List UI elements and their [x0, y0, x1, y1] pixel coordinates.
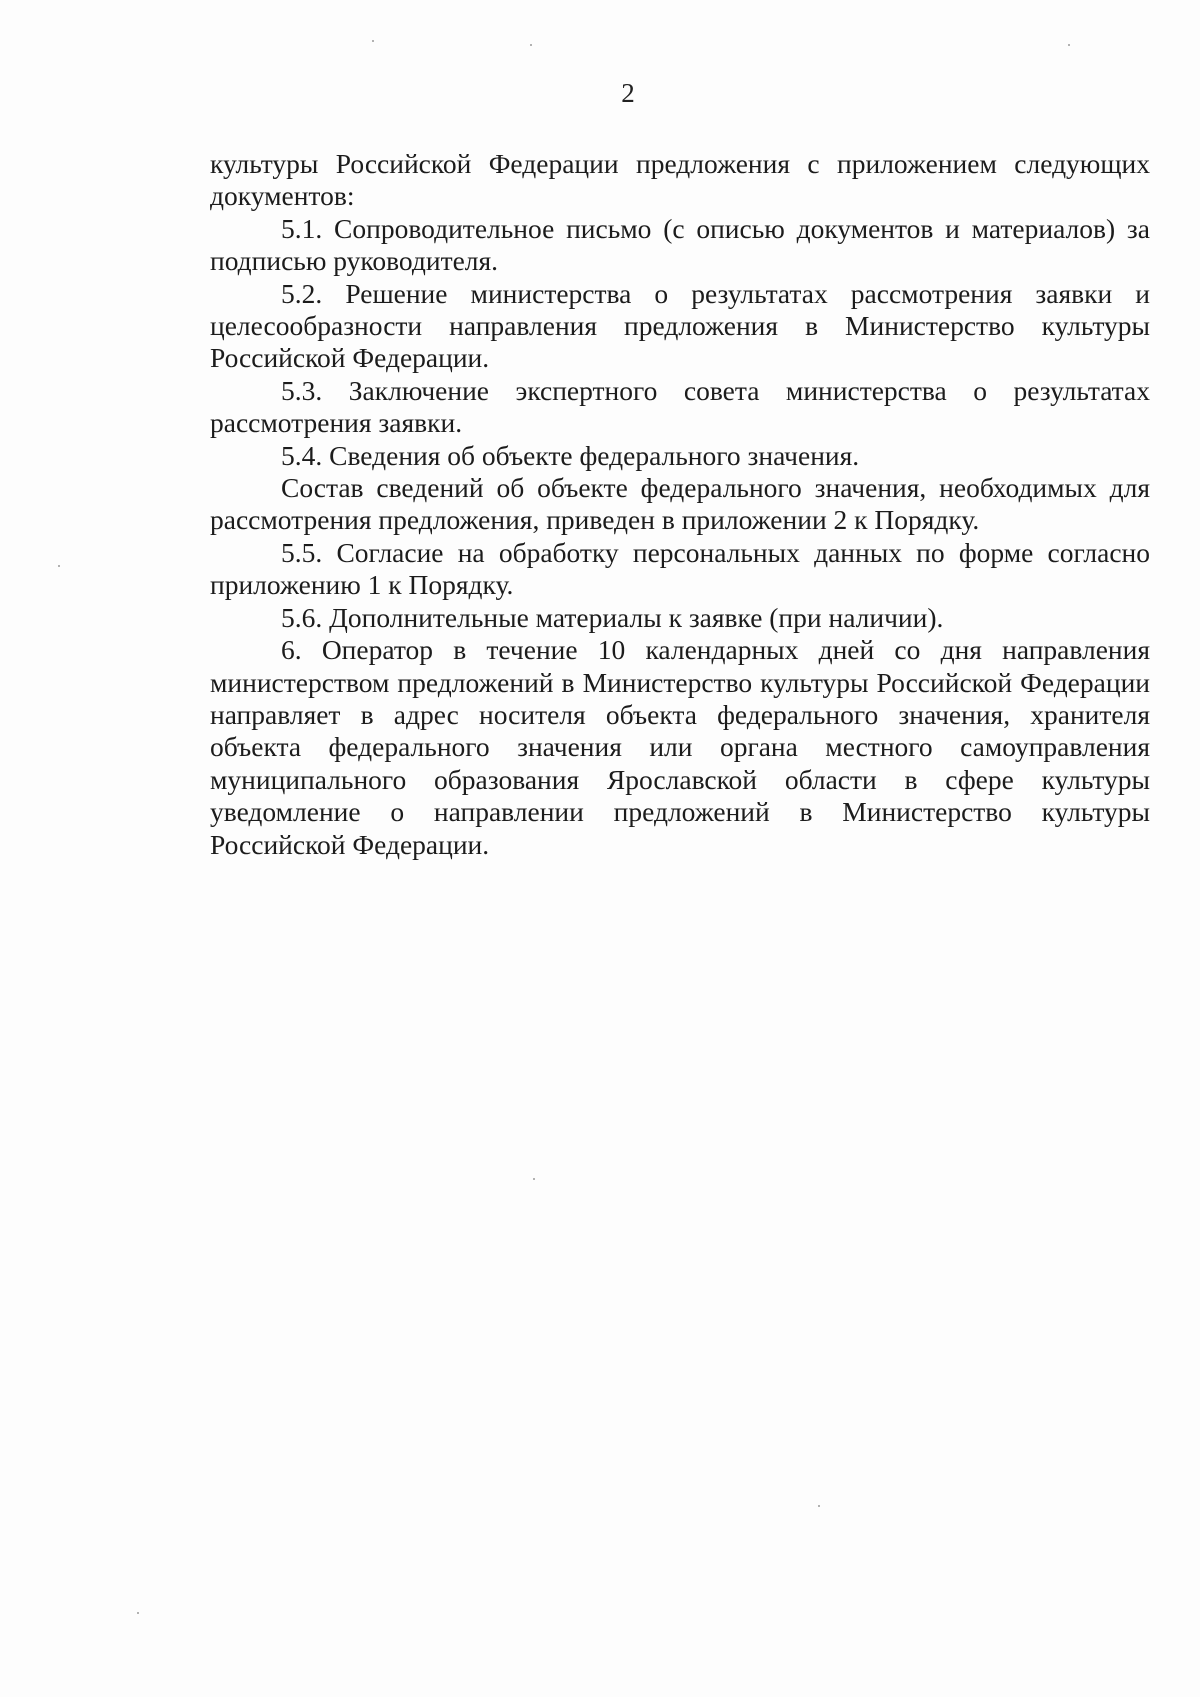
scan-speck	[530, 44, 532, 46]
scan-speck	[137, 1612, 139, 1614]
paragraph-5-4: 5.4. Сведения об объекте федерального значения.	[281, 439, 860, 471]
paragraph-5-2: 5.2. Решение министерства о результатах рассмотрения заявки и целесообразности направления предложения в Министерство культуры Российской Федерации.	[210, 277, 1150, 374]
paragraph-5-1: 5.1. Сопроводительное письмо (с описью документов и материалов) за подписью руководителя.	[210, 212, 1150, 277]
scan-speck	[533, 1178, 535, 1180]
paragraph-intro: культуры Российской Федерации предложения с приложением следующих документов:	[210, 148, 1150, 212]
document-body	[210, 148, 1150, 861]
page-number: 2	[621, 78, 635, 108]
paragraph-5-3: 5.3. Заключение экспертного совета министерства о результатах рассмотрения заявки.	[210, 374, 1150, 439]
paragraph-5-6: 5.6. Дополнительные материалы к заявке (при наличии).	[281, 601, 944, 633]
paragraph-5-4-details: Состав сведений об объекте федерального значения, необходимых для рассмотрения предложения, приведен в приложении 2 к Порядку.	[210, 472, 1150, 536]
scan-speck	[818, 1505, 820, 1507]
scan-speck	[58, 565, 60, 567]
scan-speck	[1068, 44, 1070, 46]
paragraph-6: 6. Оператор в течение 10 календарных дней со дня направления министерством предложений в Министерство культуры Российской Федерации направляет в адрес носителя объекта федерального значения, хранителя объекта федерального значения или органа местного самоуправления муниципального образования Ярославской области в сфере культуры уведомление о направлении предложений в Министерство культуры Российской Федерации.	[210, 634, 1150, 860]
paragraph-5-5: 5.5. Согласие на обработку персональных данных по форме согласно приложению 1 к Порядку.	[210, 536, 1150, 601]
scan-speck	[372, 40, 374, 42]
